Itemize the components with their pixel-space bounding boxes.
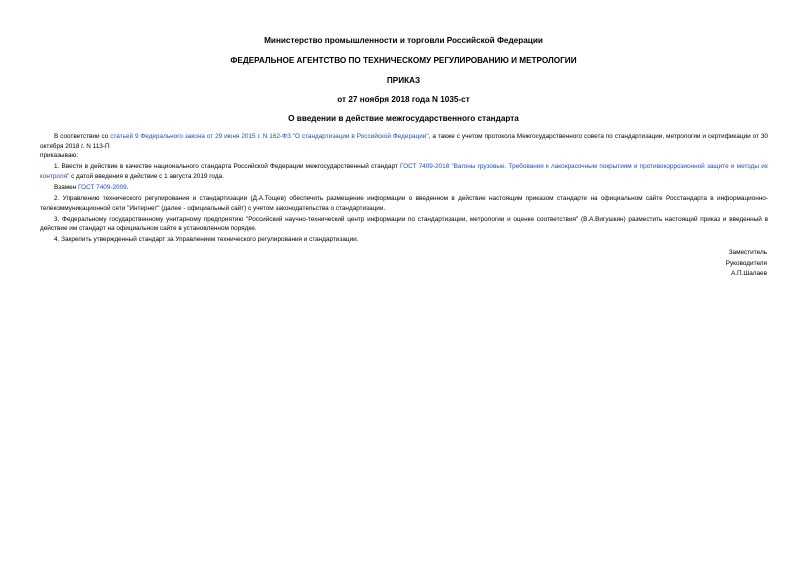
item-4-paragraph: 4. Закрепить утвержденный стандарт за Управлением технического регулирования и стандартизации. bbox=[54, 236, 359, 244]
signature-block bbox=[726, 248, 767, 280]
preamble-text-end: , а также с учетом протокола Межгосударственного совета по стандартизации, метрологии и сертификации от 30 октября 2018 г. N 113-П bbox=[40, 133, 768, 150]
agency-heading: ФЕДЕРАЛЬНОЕ АГЕНТСТВО ПО ТЕХНИЧЕСКОМУ РЕГУЛИРОВАНИЮ И МЕТРОЛОГИИ bbox=[230, 56, 577, 65]
gost-7409-2018-link[interactable]: ГОСТ 7409-2018 "Вагоны грузовые. Требования к лакокрасочным покрытиям и противокоррозионной защите и методы их контроля" bbox=[40, 163, 768, 180]
document-body bbox=[40, 132, 768, 245]
item-1-text-end: с датой введения в действие с 1 августа 2019 года. bbox=[69, 172, 224, 180]
document-type-heading: ПРИКАЗ bbox=[386, 76, 421, 85]
item-1-replacement-paragraph bbox=[40, 183, 768, 193]
item-1-paragraph bbox=[40, 162, 768, 181]
replacement-end: . bbox=[126, 183, 129, 191]
replacement-text: Взамен bbox=[54, 183, 78, 191]
order-word: приказываю: bbox=[40, 152, 78, 160]
item-1-text-start: 1. Ввести в действие в качестве национального стандарта Российской Федерации межгосударственный стандарт bbox=[54, 163, 401, 171]
ministry-heading: Министерство промышленности и торговли Российской Федерации bbox=[264, 36, 543, 45]
signature-title-line-2: Руководителя bbox=[725, 259, 767, 267]
item-2-paragraph: 2. Управлению технического регулирования и стандартизации (Д.А.Тощев) обеспечить размещение информации о введенном в действие настоящим приказом стандарте на официальном сайте Росстандарта в информационно-телекоммуникационной сети "Интернет" (далее - официальный сайт) с учетом законодательства о стандартизации. bbox=[40, 195, 768, 212]
federal-law-link[interactable]: статьей 9 Федерального закона от 29 июня 2015 г. N 162-ФЗ "О стандартизации в Российской Федерации" bbox=[110, 133, 429, 140]
subject-heading: О введении в действие межгосударственного стандарта bbox=[288, 114, 519, 123]
date-number-heading: от 27 ноября 2018 года N 1035-ст bbox=[337, 95, 470, 104]
preamble-paragraph bbox=[40, 132, 768, 151]
signatory-name: А.П.Шалаев bbox=[730, 270, 767, 278]
preamble-text-start: В соответствии со bbox=[54, 133, 111, 140]
item-3-paragraph: 3. Федеральному государственному унитарному предприятию "Российский научно-технический центр информации по стандартизации, метрологии и оценке соответствия" (В.А.Вигушкин) разместить настоящий приказ и введенный в действие им стандарт на официальном сайте в установленном порядке. bbox=[40, 215, 768, 233]
gost-7409-2009-link[interactable]: ГОСТ 7409-2009 bbox=[78, 183, 127, 191]
signature-title-line-1: Заместитель bbox=[728, 249, 767, 256]
